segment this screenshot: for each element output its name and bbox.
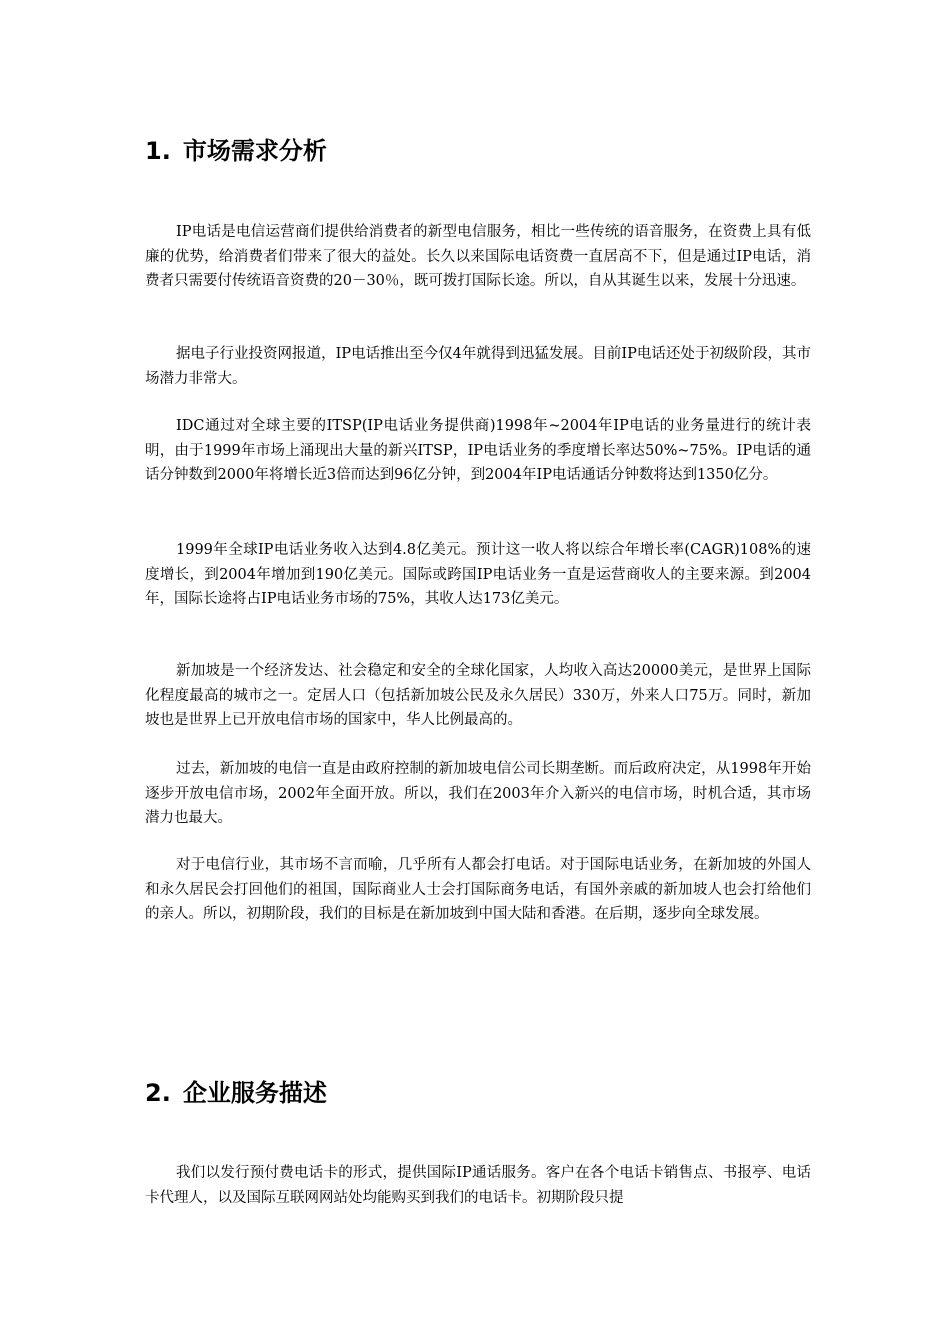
- section-2-number: 2.: [145, 1079, 171, 1107]
- section-1-paragraph-3: IDC通过对全球主要的ITSP(IP电话业务提供商)1998年~2004年IP电话的业务量进行的统计表明，由于1999年市场上涌现出大量的新兴ITSP，IP电话业务的季度增长率达50%~75%。IP电话的通话分钟数到2000年将增长近3倍而达到96亿分钟，到2004年IP电话通话分钟数将达到1350亿分。: [145, 418, 811, 483]
- section-1-paragraph-5: 新加坡是一个经济发达、社会稳定和安全的全球化国家，人均收入高达20000美元，是世界上国际化程度最高的城市之一。定居人口（包括新加坡公民及永久居民）330万，外来人口75万。同时，新加坡也是世界上已开放电信市场的国家中，华人比例最高的。: [145, 663, 811, 728]
- section-1-paragraph-2: 据电子行业投资网报道，IP电话推出至今仅4年就得到迅猛发展。目前IP电话还处于初级阶段，其市场潜力非常大。: [145, 346, 811, 387]
- section-2-title: 企业服务描述: [182, 1079, 327, 1107]
- section-2-paragraph-1: 我们以发行预付费电话卡的形式，提供国际IP通话服务。客户在各个电话卡销售点、书报亭、电话卡代理人，以及国际互联网网站处均能购买到我们的电话卡。初期阶段只提: [145, 1165, 811, 1206]
- section-1-paragraph-7: 对于电信行业，其市场不言而喻，几乎所有人都会打电话。对于国际电话业务，在新加坡的外国人和永久居民会打回他们的祖国，国际商业人士会打国际商务电话，有国外亲戚的新加坡人也会打给他们的亲人。所以，初期阶段，我们的目标是在新加坡到中国大陆和香港。在后期，逐步向全球发展。: [145, 857, 811, 922]
- section-1-paragraph-1: IP电话是电信运营商们提供给消费者的新型电信服务，相比一些传统的语音服务，在资费上具有低廉的优势，给消费者们带来了很大的益处。长久以来国际电话资费一直居高不下，但是通过IP电话，消费者只需要付传统语音资费的20－30％，既可拨打国际长途。所以，自从其诞生以来，发展十分迅速。: [145, 224, 811, 289]
- section-1-paragraph-6: 过去，新加坡的电信一直是由政府控制的新加坡电信公司长期垄断。而后政府决定，从1998年开始逐步开放电信市场，2002年全面开放。所以，我们在2003年介入新兴的电信市场，时机合适，其市场潜力也最大。: [145, 761, 811, 826]
- section-1-number: 1.: [145, 137, 171, 165]
- section-1-paragraph-4: 1999年全球IP电话业务收入达到4.8亿美元。预计这一收人将以综合年增长率(CAGR)108%的速度增长，到2004年增加到190亿美元。国际或跨国IP电话业务一直是运营商收人的主要来源。到2004年，国际长途将占IP电话业务市场的75%，其收人达173亿美元。: [145, 542, 811, 607]
- section-1-title: 市场需求分析: [182, 137, 327, 165]
- section-1-heading: [145, 136, 327, 166]
- section-2-heading: [145, 1078, 327, 1108]
